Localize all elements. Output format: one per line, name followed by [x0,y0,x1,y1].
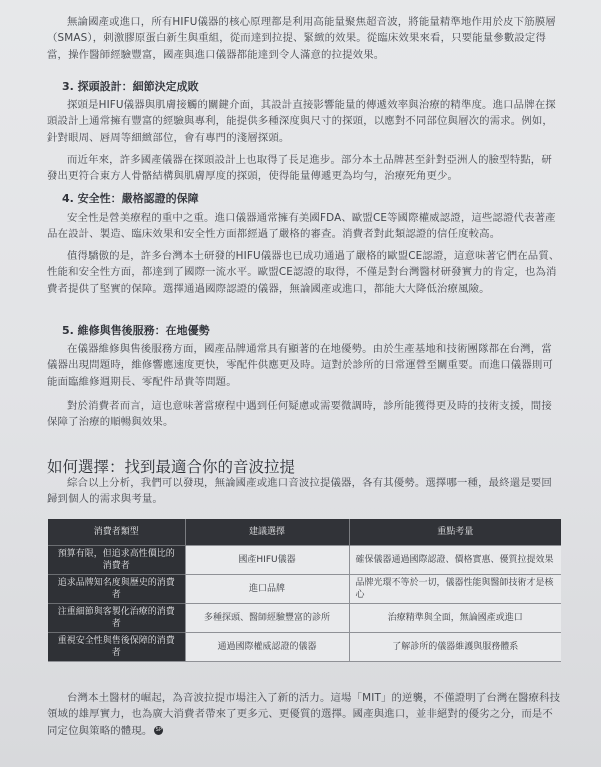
section-5-paragraph-2: 對於消費者而言，這也意味著當療程中遇到任何疑慮或需要微調時，診所能獲得更及時的技術支援，間接保障了治療的順暢與效果。 [47,400,552,429]
table-cell-consumer-type: 預算有限，但追求高性價比的消費者 [48,546,185,575]
table-header-cell: 消費者類型 [48,519,185,546]
section-3-paragraph-1: 探頭是HIFU儀器與肌膚接觸的關鍵介面，其設計直接影響能量的傳遞效率與治療的精準度。進口品牌在探頭設計上通常擁有豐富的經驗與專利，能提供多種深度與尺寸的探頭，以應對不同部位與層次的需求。例如，針對眼周、唇周等細緻部位，會有專門的淺層探頭。 [47,99,556,144]
section-5-heading: 5. 維修與售後服務：在地優勢 [62,324,210,337]
table-cell-consumer-type: 追求品牌知名度與歷史的消費者 [48,575,185,604]
table-row [48,633,561,662]
section-4-paragraph-2: 值得驕傲的是，許多台灣本土研發的HIFU儀器也已成功通過了嚴格的歐盟CE認證，這意味著它們在品質、性能和安全性方面，都達到了國際一流水平。歐盟CE認證的取得，不僅是對台灣醫材研發實力的肯定，也為消費者提供了堅實的保障。選擇通過國際認證的儀器，無論國產或進口，都能大大降低治療風險。 [47,250,560,295]
intro-paragraph: 無論國產或進口，所有HIFU儀器的核心原理都是利用高能量聚焦超音波，將能量精準地作用於皮下筋膜層（SMAS），刺激膠原蛋白新生與重組，從而達到拉提、緊緻的效果。從臨床效果來看，只要能量參數設定得當，操作醫師經驗豐富，國產與進口儀器都能達到令人滿意的拉提效果。 [47,16,556,61]
choose-heading: 如何選擇：找到最適合你的音波拉提 [47,458,296,476]
table-row [48,546,561,575]
table-row [48,575,561,604]
section-3-paragraph-2: 而近年來，許多國產儀器在探頭設計上也取得了長足進步。部分本土品牌甚至針對亞洲人的臉型特點，研發出更符合東方人骨骼結構與肌膚厚度的探頭，使得能量傳遞更為均勻，治療死角更少。 [47,154,552,183]
table-cell-consideration: 品牌光環不等於一切，儀器性能與醫師技術才是核心 [349,575,561,604]
table-cell-suggestion: 進口品牌 [185,575,349,604]
table-cell-consideration: 確保儀器通過國際認證、價格實惠、優質拉提效果 [349,546,561,575]
table-header-cell: 重點考量 [349,519,561,546]
comparison-table [48,519,561,662]
section-3-heading: 3. 探頭設計：細節決定成敗 [62,80,199,93]
table-cell-consumer-type: 注重細節與客製化治療的消費者 [48,604,185,633]
table-row [48,604,561,633]
table-header-row [48,519,561,546]
table-cell-consideration: 了解診所的儀器維護與服務體系 [349,633,561,662]
closing-paragraph [47,690,562,739]
table-header-cell: 建議選擇 [185,519,349,546]
table-cell-consideration: 治療精準與全面，無論國產或進口 [349,604,561,633]
closing-text: 台灣本土醫材的崛起，為音波拉提市場注入了新的活力。這場「MIT」的逆襲，不僅證明了台灣在醫療科技領域的雄厚實力，也為廣大消費者帶來了更多元、更優質的選擇。國產與進口，並非絕對的優劣之分，而是不同定位與策略的體現。 [47,692,561,737]
table-cell-suggestion: 多種探頭、醫師經驗豐富的診所 [185,604,349,633]
section-4-heading: 4. 安全性：嚴格認證的保障 [62,192,199,205]
end-mark-icon: SP [155,727,163,734]
section-4-paragraph-1: 安全性是營美療程的重中之重。進口儀器通常擁有美國FDA、歐盟CE等國際權威認證，這些認證代表著產品在設計、製造、臨床效果和安全性方面都經過了嚴格的審查。消費者對此類認證的信任度較高。 [47,212,556,241]
choose-paragraph: 綜合以上分析，我們可以發現，無論國產或進口音波拉提儀器，各有其優勢。選擇哪一種，最終還是要回歸到個人的需求與考量。 [47,477,552,506]
table-cell-suggestion: 通過國際權威認證的儀器 [185,633,349,662]
table-cell-consumer-type: 重視安全性與售後保障的消費者 [48,633,185,662]
section-5-paragraph-1: 在儀器維修與售後服務方面，國產品牌通常具有顯著的在地優勢。由於生產基地和技術團隊都在台灣，當儀器出現問題時，維修響應速度更快，零配件供應更及時。這對於診所的日常運營至關重要。而進口儀器則可能面臨維修週期長、零配件昂貴等問題。 [47,343,553,388]
table-cell-suggestion: 國產HIFU儀器 [185,546,349,575]
